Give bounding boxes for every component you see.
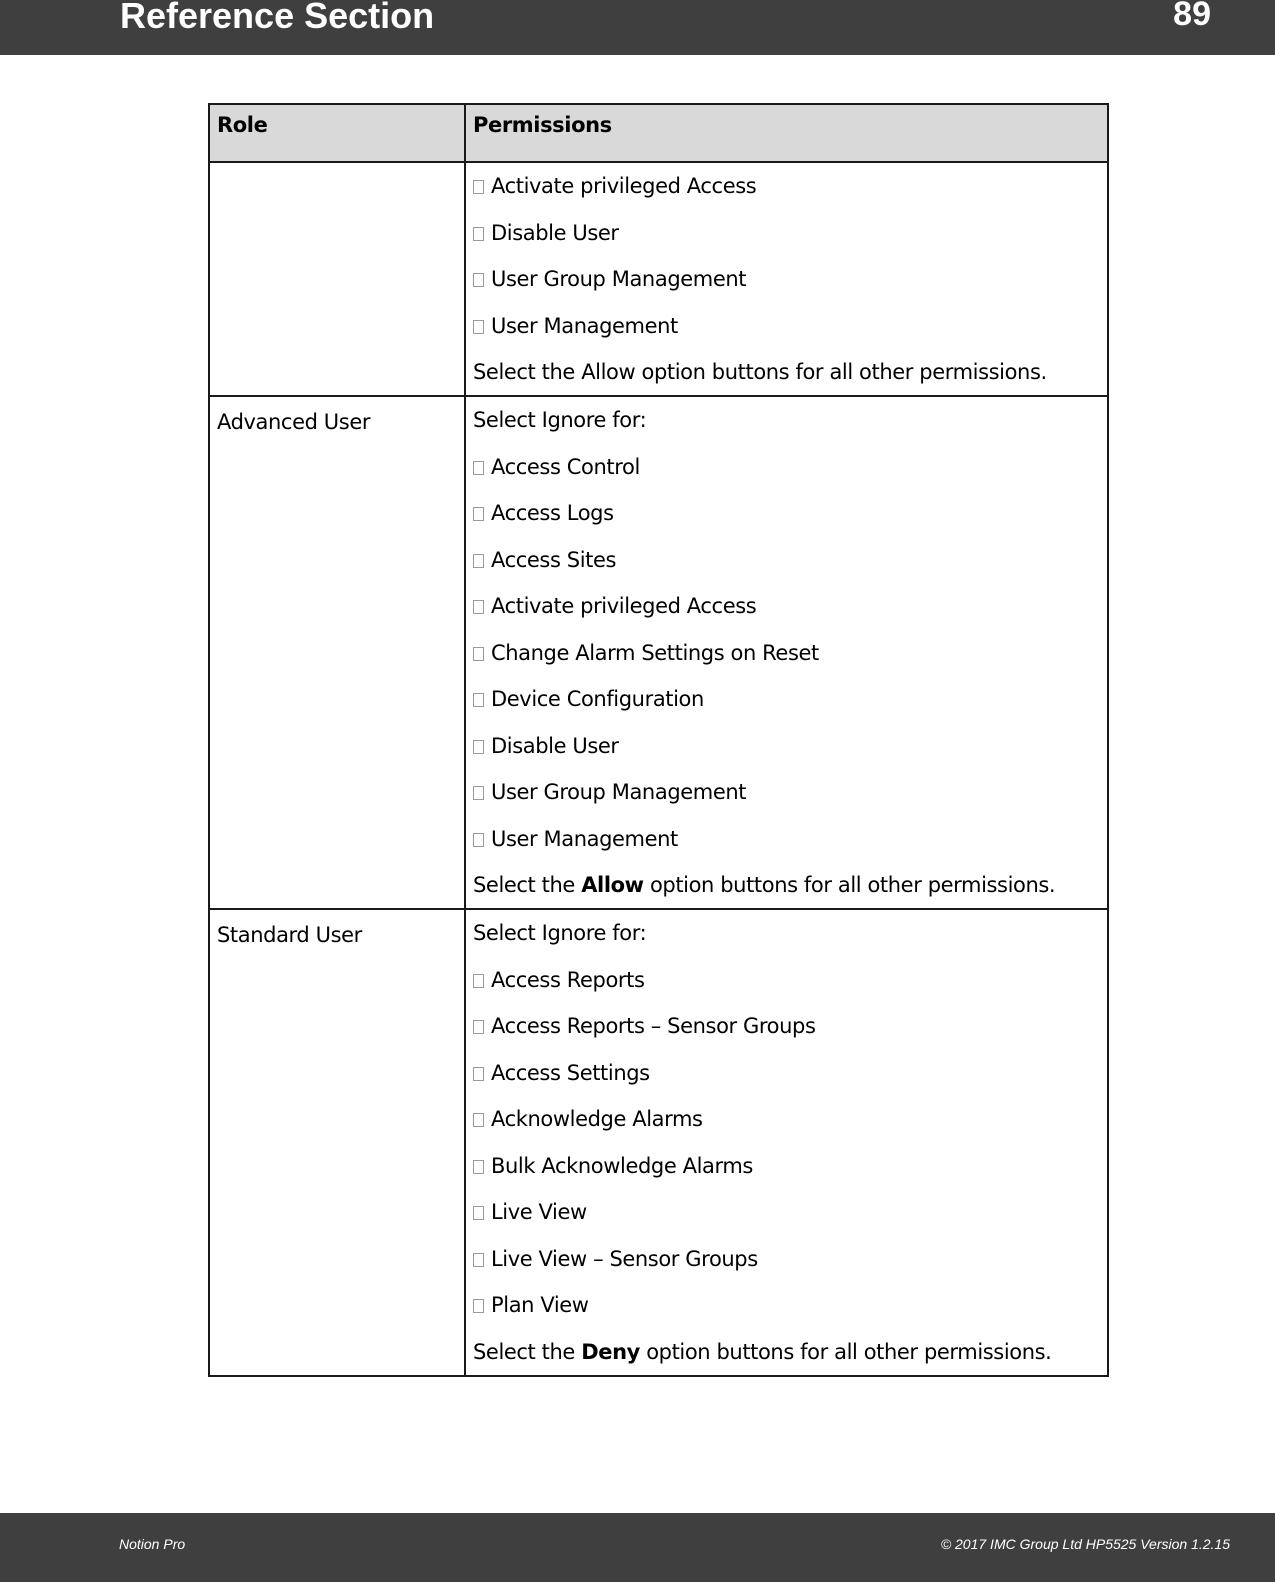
permissions-closing: [473, 872, 1100, 898]
permission-label: Plan View: [491, 1293, 589, 1317]
permission-label: Disable User: [491, 220, 619, 245]
bullet-box-icon: [473, 273, 484, 287]
permission-item: [473, 1246, 1100, 1293]
permission-label: User Group Management: [491, 267, 747, 291]
table-row: [209, 396, 1108, 909]
permission-item: [473, 640, 1100, 687]
permissions-cell: [465, 396, 1108, 909]
permissions-closing: [473, 1339, 1100, 1365]
bullet-box-icon: [473, 740, 484, 754]
permission-item: [473, 173, 1100, 220]
permissions-intro: Select Ignore for:: [473, 408, 647, 432]
permission-label: Access Reports – Sensor Groups: [491, 1014, 816, 1038]
role-cell: Standard User: [209, 909, 465, 1376]
bullet-box-icon: [473, 600, 484, 614]
closing-prefix: Select the: [473, 1339, 582, 1364]
table-row: [209, 909, 1108, 1376]
permission-label: Access Logs: [491, 501, 614, 525]
permissions-closing: [473, 359, 1100, 385]
permission-label: Change Alarm Settings on Reset: [491, 640, 819, 665]
permission-label: User Management: [491, 826, 678, 851]
permission-item: [473, 500, 1100, 547]
permission-item: [473, 313, 1100, 360]
role-cell: [209, 162, 465, 396]
permission-label: Access Reports: [491, 967, 645, 992]
bullet-box-icon: [473, 1206, 484, 1220]
column-header-role: Role: [209, 104, 465, 162]
permission-label: User Management: [491, 313, 678, 338]
table-header-row: [209, 104, 1108, 162]
permissions-cell: [465, 909, 1108, 1376]
permission-label: Activate privileged Access: [491, 594, 757, 618]
permission-item: [473, 1292, 1100, 1339]
bullet-box-icon: [473, 507, 484, 521]
permissions-intro: Select Ignore for:: [473, 921, 647, 945]
closing-suffix: option buttons for all other permissions.: [643, 873, 1056, 897]
permission-item: [473, 686, 1100, 733]
permission-label: Device Configuration: [491, 687, 704, 711]
permission-item: [473, 547, 1100, 594]
permissions-table: [208, 103, 1109, 1377]
permission-label: Disable User: [491, 733, 619, 758]
page-number: 89: [1173, 0, 1211, 33]
permission-item: [473, 220, 1100, 267]
bullet-box-icon: [473, 554, 484, 568]
footer-product: Notion Pro: [119, 1536, 186, 1552]
bullet-box-icon: [473, 180, 484, 194]
bullet-box-icon: [473, 227, 484, 241]
permission-item: [473, 1199, 1100, 1246]
footer-copyright: © 2017 IMC Group Ltd HP5525 Version 1.2.15: [940, 1536, 1230, 1552]
permission-item: [473, 454, 1100, 501]
permissions-cell: [465, 162, 1108, 396]
permission-label: User Group Management: [491, 780, 747, 804]
bullet-box-icon: [473, 1160, 484, 1174]
permission-item: [473, 593, 1100, 640]
bullet-box-icon: [473, 693, 484, 707]
permission-label: Access Control: [491, 454, 640, 479]
bullet-box-icon: [473, 974, 484, 988]
permission-label: Live View: [491, 1200, 587, 1224]
permission-item: [473, 826, 1100, 873]
permission-label: Live View – Sensor Groups: [491, 1246, 758, 1271]
page-footer: [0, 1513, 1275, 1582]
bullet-box-icon: [473, 647, 484, 661]
closing-bold: Allow: [581, 873, 644, 897]
bullet-box-icon: [473, 786, 484, 800]
permission-item: [473, 1013, 1100, 1060]
permission-item: [473, 1106, 1100, 1153]
bullet-box-icon: [473, 461, 484, 475]
bullet-box-icon: [473, 1299, 484, 1313]
permission-item: [473, 266, 1100, 313]
permission-label: Acknowledge Alarms: [491, 1107, 703, 1131]
closing-suffix: option buttons for all other permissions.: [639, 1339, 1052, 1364]
permission-item: [473, 733, 1100, 780]
bullet-box-icon: [473, 1113, 484, 1127]
bullet-box-icon: [473, 1253, 484, 1267]
bullet-box-icon: [473, 320, 484, 334]
role-cell: Advanced User: [209, 396, 465, 909]
permission-item: [473, 1060, 1100, 1107]
table-row: [209, 162, 1108, 396]
permission-item: [473, 967, 1100, 1014]
permission-item: [473, 1153, 1100, 1200]
permission-label: Activate privileged Access: [491, 174, 757, 198]
column-header-permissions: Permissions: [465, 104, 1108, 162]
page-header: [0, 0, 1275, 55]
permission-label: Access Sites: [491, 547, 617, 572]
closing-prefix: Select the: [473, 873, 582, 897]
permission-label: Access Settings: [491, 1060, 650, 1085]
section-title: Reference Section: [120, 0, 435, 36]
bullet-box-icon: [473, 1020, 484, 1034]
permission-label: Bulk Acknowledge Alarms: [491, 1153, 753, 1178]
closing-prefix: Select the Allow option buttons for all other permissions.: [473, 360, 1047, 384]
permission-item: [473, 779, 1100, 826]
bullet-box-icon: [473, 833, 484, 847]
bullet-box-icon: [473, 1067, 484, 1081]
closing-bold: Deny: [581, 1339, 640, 1364]
